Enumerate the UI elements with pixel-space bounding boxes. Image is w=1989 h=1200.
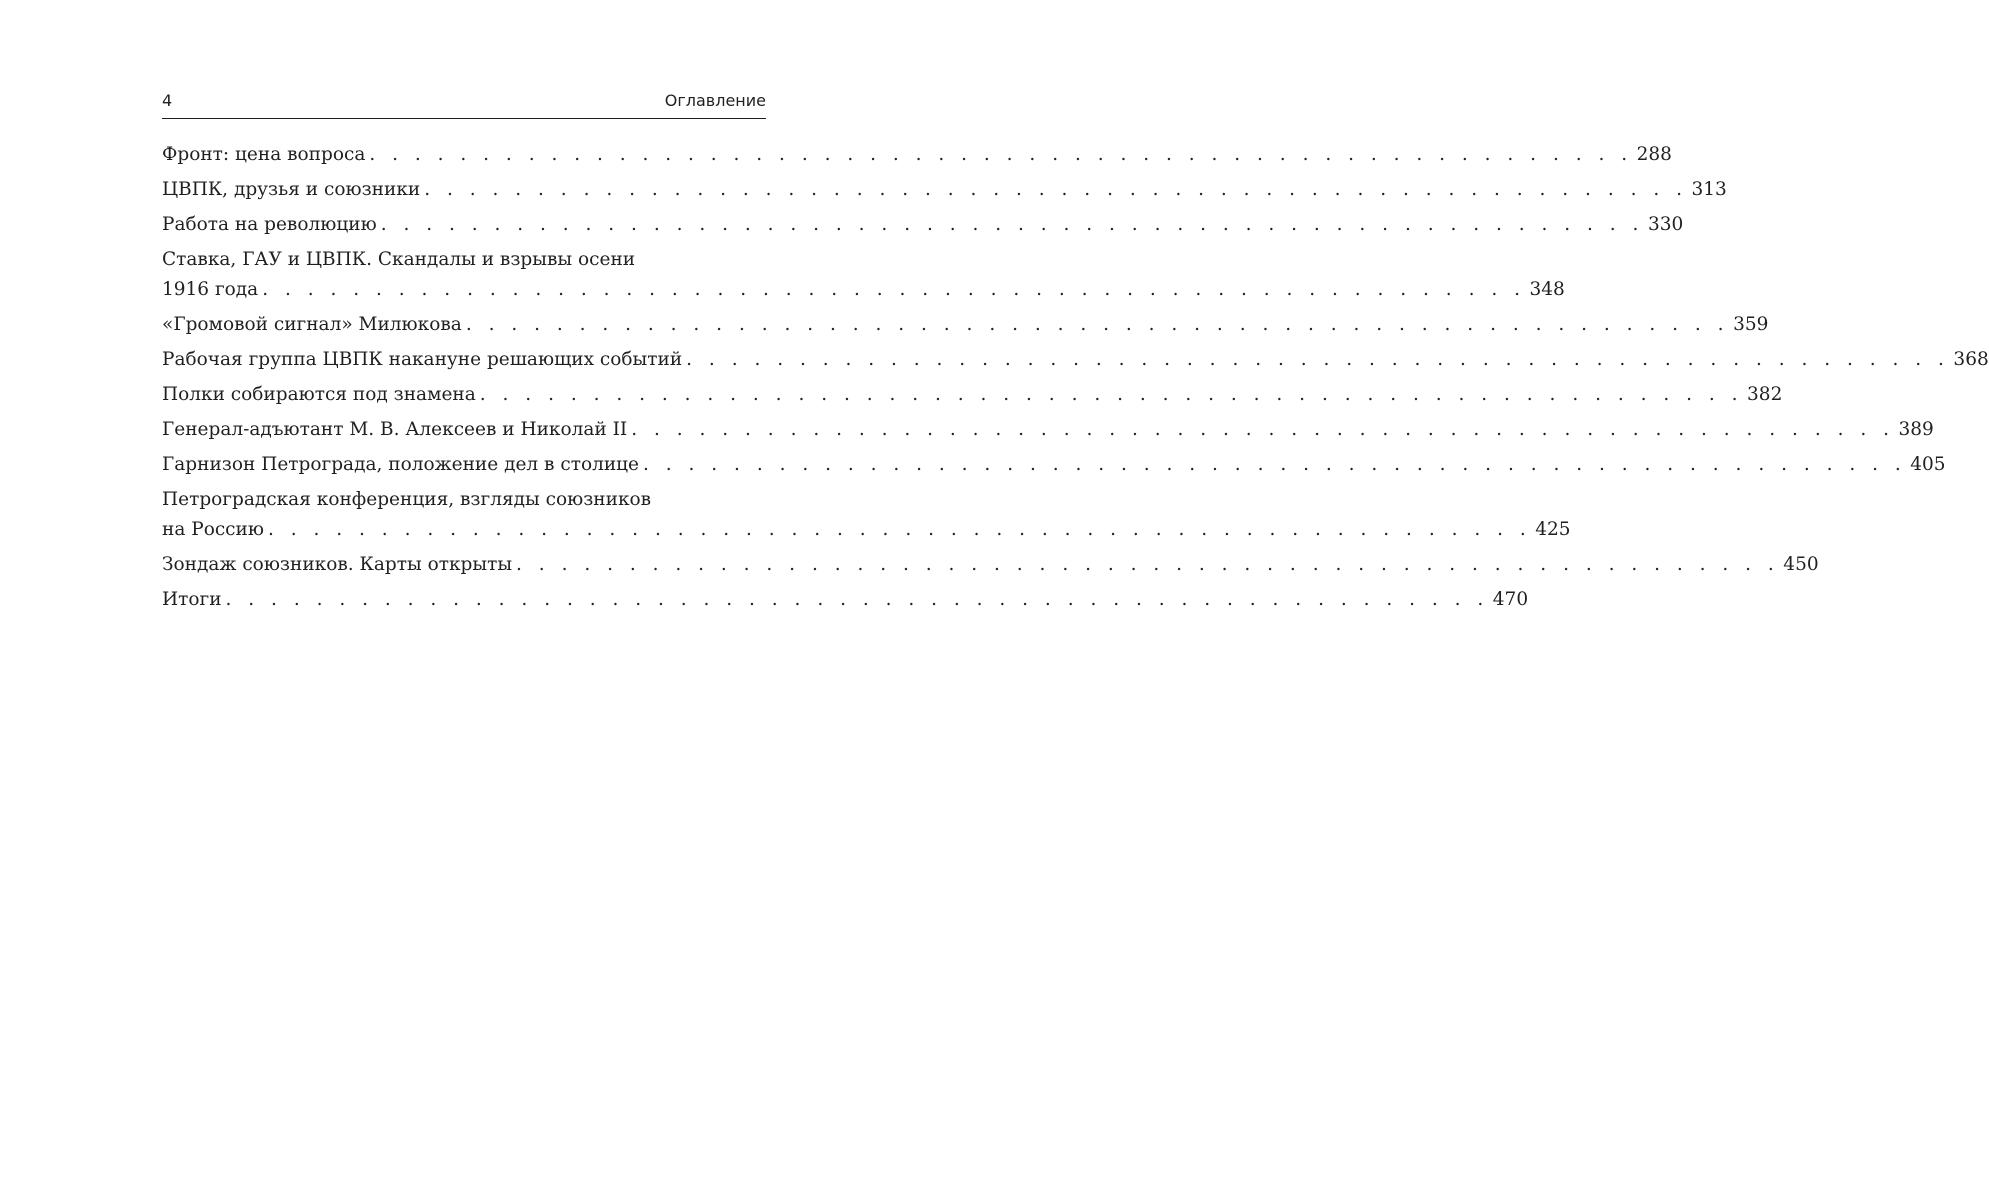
page-header	[162, 88, 766, 119]
dot-leader: . . . . . . . . . . . . . . . . . . . . . . . . . . . . . . . . . . . . . . . . . . . . . . . . . . . . . . . .	[643, 454, 1907, 475]
dot-leader: . . . . . . . . . . . . . . . . . . . . . . . . . . . . . . . . . . . . . . . . . . . . . . . . . . . . . . . .	[479, 384, 1744, 405]
toc-entry-line	[162, 550, 1819, 580]
toc-entry-line	[162, 345, 1989, 375]
toc-entry[interactable]	[162, 415, 1934, 445]
toc-entry[interactable]	[162, 210, 1684, 240]
toc-entry[interactable]	[162, 245, 1565, 305]
toc-entry-title: Работа на революцию	[162, 214, 377, 235]
toc-entry-line	[162, 450, 1946, 480]
toc-entry-line	[162, 415, 1934, 445]
toc-entry-line	[162, 310, 1769, 340]
toc-entry-page-number: 425	[1535, 519, 1571, 540]
toc-entry[interactable]	[162, 450, 1946, 480]
dot-leader: . . . . . . . . . . . . . . . . . . . . . . . . . . . . . . . . . . . . . . . . . . . . . . . . . . . . . . . .	[225, 589, 1489, 610]
toc-entry-page-number: 405	[1910, 454, 1946, 475]
toc-entry-title: Гарнизон Петрограда, положение дел в столице	[162, 454, 640, 475]
toc-entry-title: 1916 года	[162, 279, 259, 300]
toc-entry[interactable]	[162, 175, 1727, 205]
dot-leader: . . . . . . . . . . . . . . . . . . . . . . . . . . . . . . . . . . . . . . . . . . . . . . . . . . . . . . . .	[424, 179, 1688, 200]
toc-entry[interactable]	[162, 485, 1571, 545]
toc-entry-title: Итоги	[162, 589, 222, 610]
toc-entry-line	[162, 210, 1684, 240]
running-title: Оглавление	[664, 91, 766, 110]
toc-entry-title: Рабочая группа ЦВПК накануне решающих событий	[162, 349, 683, 370]
toc-entry[interactable]	[162, 380, 1783, 410]
toc-entry-title: «Громовой сигнал» Милюкова	[162, 314, 462, 335]
toc-entry-title: ЦВПК, друзья и союзники	[162, 179, 421, 200]
toc-entry-line	[162, 175, 1727, 205]
page-number: 4	[162, 91, 173, 110]
toc-entry-page-number: 389	[1898, 419, 1934, 440]
dot-leader: . . . . . . . . . . . . . . . . . . . . . . . . . . . . . . . . . . . . . . . . . . . . . . . . . . . . . . . .	[686, 349, 1950, 370]
toc-entry-line	[162, 515, 1571, 545]
toc-entry[interactable]	[162, 585, 1529, 615]
toc-entry-title: Зондаж союзников. Карты открыты	[162, 554, 513, 575]
toc-entry-page-number: 313	[1691, 179, 1727, 200]
toc-entry-page-number: 348	[1529, 279, 1565, 300]
toc-entry-title: Фронт: цена вопроса	[162, 144, 366, 165]
toc-entry-line	[162, 140, 1672, 170]
dot-leader: . . . . . . . . . . . . . . . . . . . . . . . . . . . . . . . . . . . . . . . . . . . . . . . . . . . . . . . .	[262, 279, 1526, 300]
toc-entry-title-first-line: Петроградская конференция, взгляды союзников	[162, 489, 652, 510]
toc-entry-page-number: 288	[1636, 144, 1672, 165]
dot-leader: . . . . . . . . . . . . . . . . . . . . . . . . . . . . . . . . . . . . . . . . . . . . . . . . . . . . . . . .	[380, 214, 1644, 235]
toc-entry[interactable]	[162, 310, 1769, 340]
toc-entry-title: Генерал-адъютант М. В. Алексеев и Николай II	[162, 419, 628, 440]
toc-entry-title: на Россию	[162, 519, 264, 540]
dot-leader: . . . . . . . . . . . . . . . . . . . . . . . . . . . . . . . . . . . . . . . . . . . . . . . . . . . . . . . .	[369, 144, 1633, 165]
dot-leader: . . . . . . . . . . . . . . . . . . . . . . . . . . . . . . . . . . . . . . . . . . . . . . . . . . . . . . . .	[268, 519, 1532, 540]
toc-entry-title-first-line: Ставка, ГАУ и ЦВПК. Скандалы и взрывы осени	[162, 249, 636, 270]
toc-entry-page-number: 470	[1492, 589, 1529, 610]
table-of-contents	[162, 140, 1989, 620]
toc-entry-line	[162, 585, 1529, 615]
dot-leader: . . . . . . . . . . . . . . . . . . . . . . . . . . . . . . . . . . . . . . . . . . . . . . . . . . . . . . . .	[465, 314, 1730, 335]
toc-entry[interactable]	[162, 345, 1989, 375]
toc-entry[interactable]	[162, 140, 1672, 170]
toc-entry-page-number: 382	[1747, 384, 1783, 405]
toc-entry[interactable]	[162, 550, 1819, 580]
toc-entry-page-number: 450	[1783, 554, 1819, 575]
toc-entry-page-number: 359	[1733, 314, 1769, 335]
toc-entry-page-number: 330	[1647, 214, 1684, 235]
toc-entry-title: Полки собираются под знамена	[162, 384, 476, 405]
toc-entry-page-number: 368	[1953, 349, 1989, 370]
toc-entry-line	[162, 380, 1783, 410]
dot-leader: . . . . . . . . . . . . . . . . . . . . . . . . . . . . . . . . . . . . . . . . . . . . . . . . . . . . . . . .	[516, 554, 1780, 575]
toc-entry-line	[162, 275, 1565, 305]
dot-leader: . . . . . . . . . . . . . . . . . . . . . . . . . . . . . . . . . . . . . . . . . . . . . . . . . . . . . . . .	[631, 419, 1895, 440]
